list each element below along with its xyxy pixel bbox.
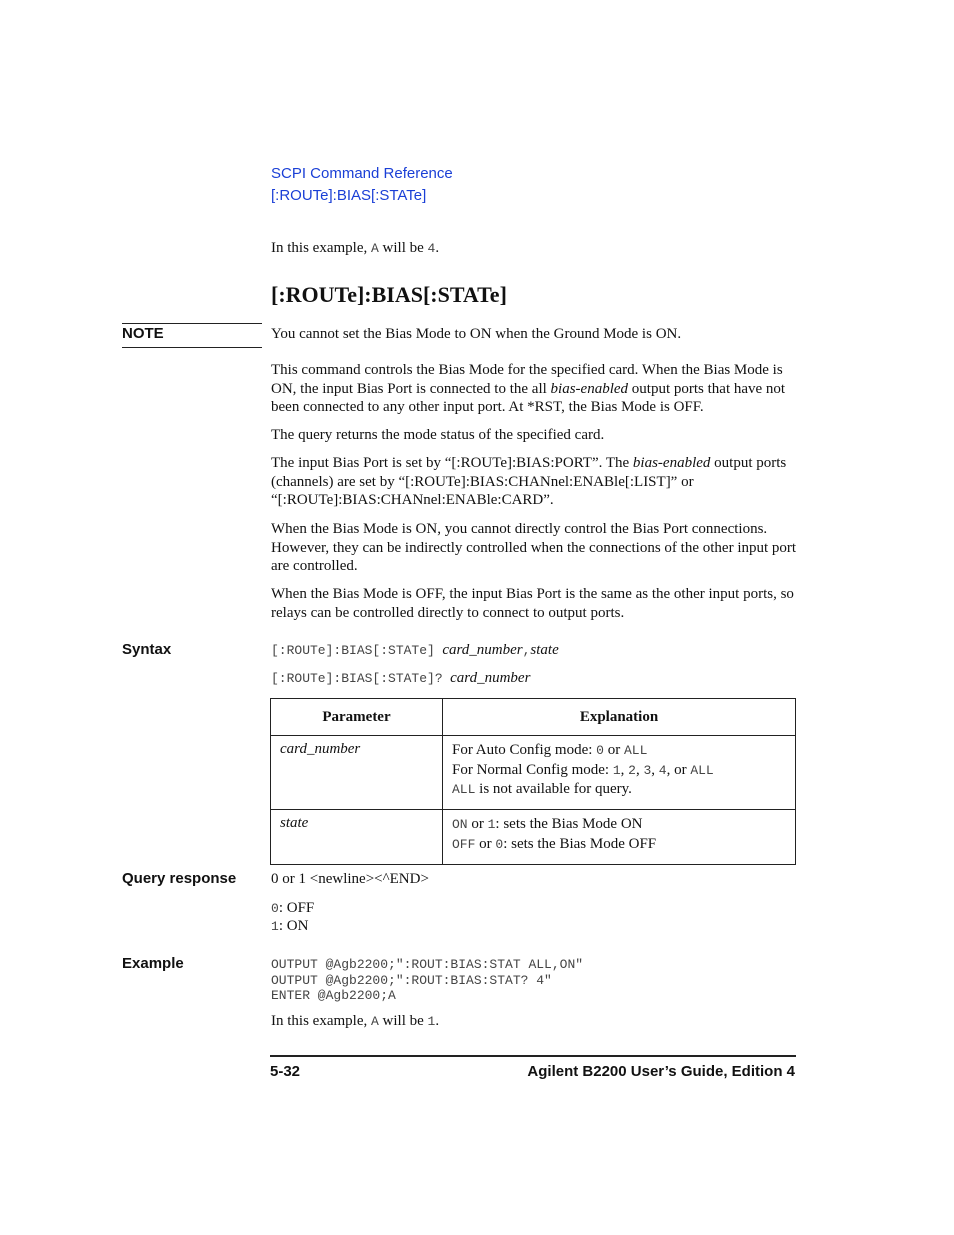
syntax-line-2 [271, 669, 530, 689]
example-code-line: OUTPUT @Agb2200;":ROUT:BIAS:STAT ALL,ON" [271, 957, 584, 972]
p3-emphasis: bias-enabled [632, 455, 711, 471]
syntax-param-card-number: card_number [442, 642, 523, 658]
description-paragraph-3 [271, 454, 797, 510]
state-or-1: or [467, 816, 488, 832]
response-code-1: 1 [271, 919, 279, 934]
intro-value: 4 [427, 241, 436, 256]
syntax-command: [:ROUTe]:BIAS[:STATe] [271, 643, 435, 658]
intro-suffix: . [435, 240, 440, 256]
state-code-off: OFF [452, 836, 476, 852]
syntax-param-state: state [530, 642, 559, 658]
p3-text-a: The input Bias Port is set by “[:ROUTe]:BIAS:PORT”. The [271, 455, 633, 471]
section-title: [:ROUTe]:BIAS[:STATe] [271, 282, 507, 307]
query-note-text: is not available for query. [475, 781, 632, 798]
description-paragraph-1 [271, 361, 797, 417]
table-cell-explanation [443, 810, 796, 865]
note-rule-bottom [122, 347, 262, 348]
example-label: Example [122, 955, 184, 972]
example-result-text [271, 1012, 439, 1032]
syntax-query-param: card_number [450, 670, 531, 686]
state-on-text: : sets the Bias Mode ON [495, 816, 643, 832]
command-link[interactable]: [:ROUTe]:BIAS[:STATe] [271, 187, 427, 204]
normal-config-code-1: 1 [612, 762, 621, 778]
table-header-explanation: Explanation [443, 699, 796, 736]
p3-text-b: output ports (channels) are set by “[:ROUTe]:BIAS:CHANnel:ENABle[:LIST]” or “[:ROUTe]:BIAS:CHANnel:ENABle:CARD”. [271, 455, 787, 509]
response-off-text: : OFF [278, 900, 315, 916]
response-code-0: 0 [271, 901, 279, 916]
normal-config-code-3: 3 [643, 762, 652, 778]
section-link[interactable]: SCPI Command Reference [271, 165, 453, 182]
table-cell-param [271, 810, 443, 865]
note-text: You cannot set the Bias Mode to ON when the Ground Mode is ON. [271, 326, 682, 342]
query-response-on [271, 917, 308, 937]
result-suffix: . [435, 1013, 440, 1029]
description-paragraph-5: When the Bias Mode is OFF, the input Bias Port is the same as the other input ports, so relays can be controlled directly to connect to output ports. [271, 586, 794, 621]
intro-prefix: In this example, [271, 240, 371, 256]
explanation-line [452, 741, 786, 761]
auto-config-text: For Auto Config mode: [452, 742, 597, 758]
footer-rule [270, 1055, 796, 1057]
normal-config-code-2: 2 [628, 762, 636, 778]
table-header-row [271, 699, 796, 736]
param-card-number: card_number [280, 741, 361, 757]
param-state: state [280, 815, 309, 831]
table-row [271, 736, 796, 810]
table-cell-param [271, 736, 443, 810]
normal-config-code-all: ALL [690, 762, 714, 778]
example-code-block [271, 957, 583, 1004]
table-row [271, 810, 796, 865]
explanation-line [452, 815, 786, 835]
auto-config-code-0: 0 [596, 743, 604, 758]
description-paragraph-4: When the Bias Mode is ON, you cannot directly control the Bias Port connections. However, they can be indirectly controlled when the connections of the other input port are controlled. [271, 521, 797, 575]
normal-config-text: For Normal Config mode: [452, 761, 613, 778]
response-on-text: : ON [278, 918, 309, 934]
description-paragraph-2: The query returns the mode status of the specified card. [271, 427, 605, 443]
state-off-text: : sets the Bias Mode OFF [503, 835, 657, 852]
page-number: 5-32 [270, 1063, 301, 1080]
explanation-line [452, 835, 786, 855]
example-code-line: OUTPUT @Agb2200;":ROUT:BIAS:STAT? 4" [271, 972, 552, 988]
intro-var: A [370, 241, 379, 256]
state-code-1: 1 [487, 817, 496, 832]
explanation-line [452, 780, 786, 800]
result-var: A [370, 1014, 379, 1029]
state-code-on: ON [452, 817, 468, 832]
intro-mid: will be [378, 240, 428, 256]
p1-text-b: output ports that have not been connected to any other input port. At *RST, the Bias Mode is OFF. [271, 380, 786, 416]
query-response-line: 0 or 1 <newline><^END> [271, 871, 429, 887]
auto-config-or: or [603, 742, 624, 758]
state-code-0: 0 [495, 836, 504, 852]
result-prefix: In this example, [271, 1013, 371, 1029]
intro-text [271, 239, 439, 259]
query-response-label: Query response [122, 870, 237, 887]
table-cell-explanation [443, 736, 796, 810]
result-value: 1 [427, 1014, 436, 1029]
syntax-query-command: [:ROUTe]:BIAS[:STATe]? [271, 671, 443, 686]
query-note-code: ALL [452, 782, 476, 798]
p1-text-a: This command controls the Bias Mode for the specified card. When the Bias Mode is ON, the input Bias Port is connected to the all [271, 362, 783, 397]
example-code-line: ENTER @Agb2200;A [271, 988, 396, 1003]
query-response-off [271, 899, 314, 919]
auto-config-code-all: ALL [623, 743, 648, 758]
syntax-separator: , [522, 643, 531, 658]
result-mid: will be [378, 1013, 428, 1029]
note-rule-top [122, 323, 262, 324]
guide-title: Agilent B2200 User’s Guide, Edition 4 [527, 1063, 795, 1080]
state-or-2: or [475, 835, 496, 852]
note-label: NOTE [122, 325, 164, 342]
syntax-line-1 [271, 641, 559, 661]
p1-emphasis: bias-enabled [550, 380, 629, 397]
explanation-line: For Normal Config mode: 1, 2, 3, 4, or ALL [452, 761, 714, 778]
table-header-parameter: Parameter [271, 699, 443, 736]
normal-config-code-4: 4 [658, 762, 667, 778]
syntax-label: Syntax [122, 641, 172, 658]
parameter-table [270, 698, 796, 865]
normal-config-or: , or [666, 761, 691, 778]
